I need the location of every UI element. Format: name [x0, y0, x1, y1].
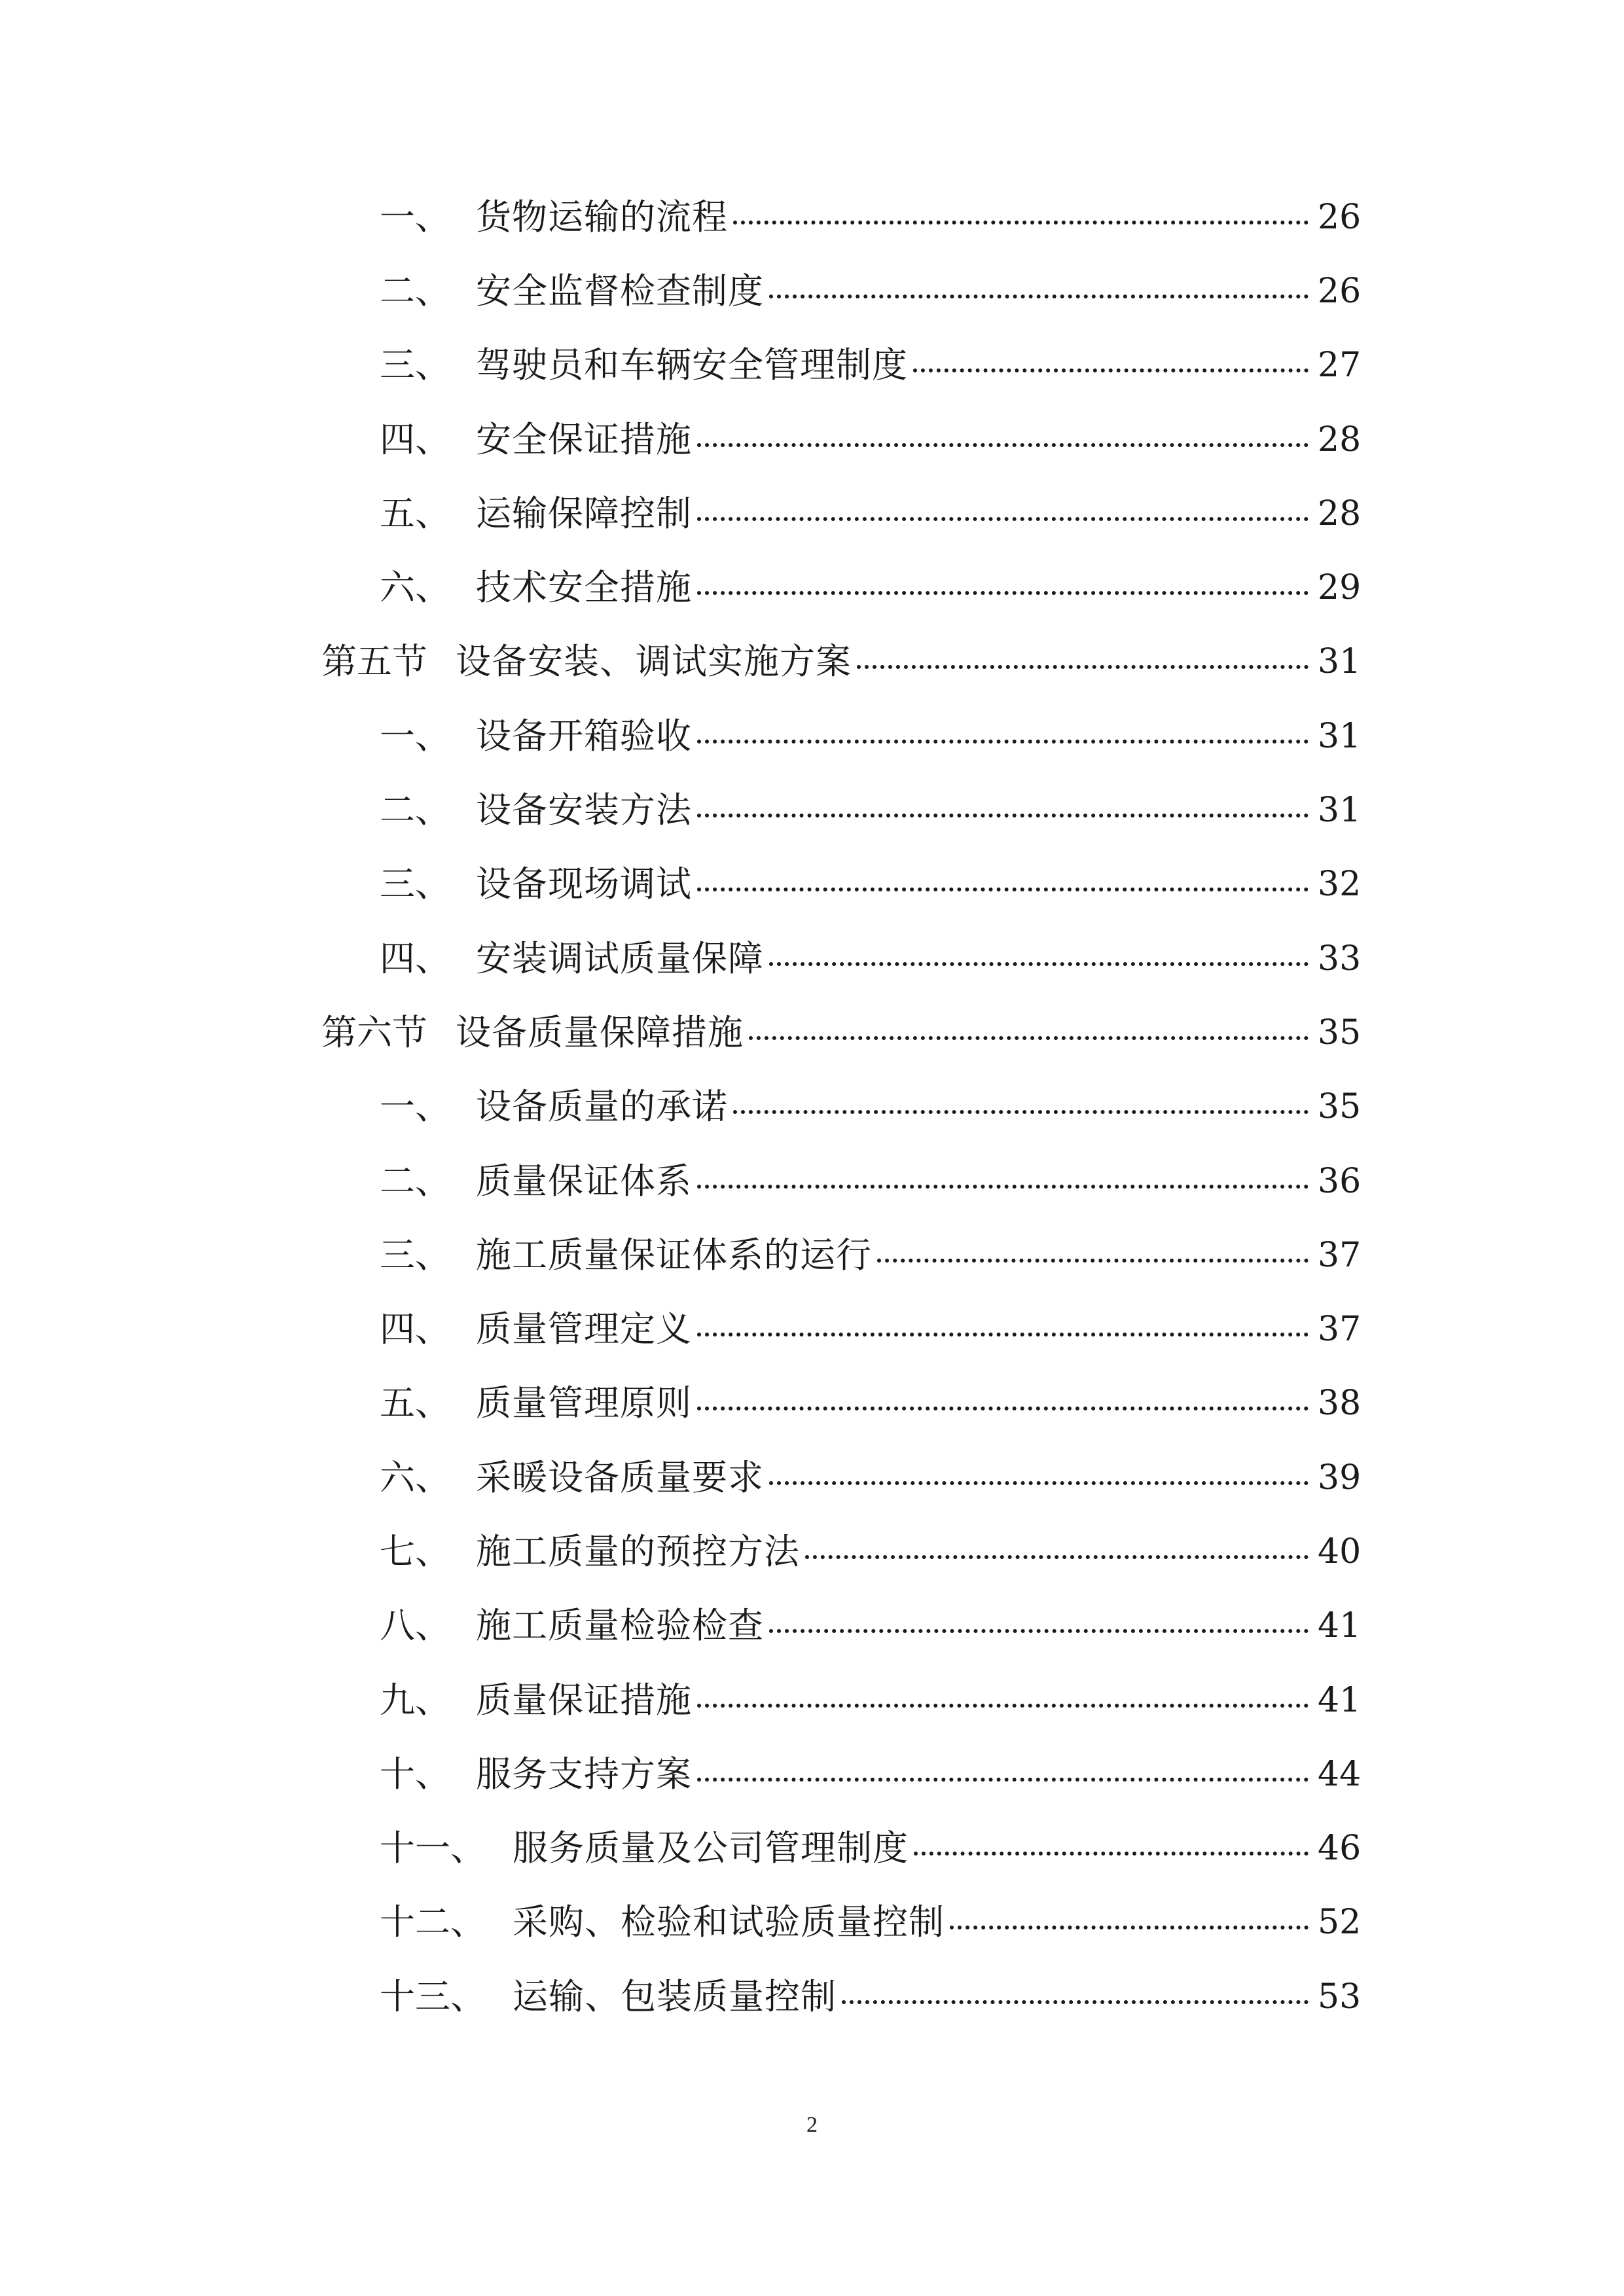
dot-leader: [857, 665, 1308, 669]
dot-leader: [805, 1555, 1308, 1559]
dot-leader: [877, 1259, 1308, 1263]
toc-entry-number: 一、: [380, 715, 450, 757]
toc-entry-title: 驾驶员和车辆安全管理制度: [476, 344, 908, 386]
dot-leader: [697, 591, 1308, 595]
toc-entry[interactable]: [0, 1663, 1624, 1737]
toc-entry[interactable]: [0, 1292, 1624, 1366]
toc-entry-number: 九、: [380, 1679, 450, 1721]
toc-entry[interactable]: [0, 254, 1624, 328]
toc-entry-number: 十一、: [380, 1827, 486, 1869]
toc-entry-page: 53: [1318, 1977, 1362, 2017]
toc-entry-number: 十二、: [380, 1901, 486, 1943]
toc-entry-title: 设备质量的承诺: [476, 1086, 728, 1128]
toc-entry-page: 37: [1318, 1310, 1362, 1350]
dot-leader: [913, 368, 1308, 372]
toc-entry-title: 质量保证措施: [476, 1679, 692, 1721]
toc-entry-page: 26: [1318, 271, 1362, 311]
toc-entry[interactable]: [0, 476, 1624, 550]
dot-leader: [697, 888, 1308, 891]
toc-entry-title: 技术安全措施: [476, 567, 692, 609]
toc-entry[interactable]: [0, 1960, 1624, 2034]
toc-entry-title: 质量保证体系: [476, 1160, 692, 1202]
toc-entry-number: 四、: [380, 937, 450, 979]
toc-entry-page: 31: [1318, 642, 1362, 682]
toc-entry[interactable]: [0, 699, 1624, 773]
toc-entry[interactable]: [0, 1886, 1624, 1960]
dot-leader: [914, 1852, 1308, 1856]
toc-entry-title: 服务支持方案: [476, 1753, 692, 1795]
toc-entry[interactable]: [0, 773, 1624, 847]
toc-entry-page: 40: [1318, 1532, 1362, 1571]
dot-leader: [697, 1333, 1308, 1336]
toc-section-number: 第六节: [321, 1011, 427, 1053]
toc-entry-number: 二、: [380, 1160, 450, 1202]
toc-entry-page: 36: [1318, 1161, 1362, 1201]
toc-entry[interactable]: [0, 403, 1624, 476]
dot-leader: [769, 295, 1308, 298]
toc-entry-page: 46: [1318, 1829, 1362, 1869]
toc-section-title: 设备安装、调试实施方案: [456, 641, 852, 683]
toc-entry-title: 设备开箱验收: [476, 715, 692, 757]
dot-leader: [697, 814, 1308, 817]
toc-entry[interactable]: [0, 1737, 1624, 1811]
toc-entry-number: 七、: [380, 1530, 450, 1572]
toc-entry[interactable]: [0, 1441, 1624, 1515]
toc-entry-title: 施工质量检验检查: [476, 1605, 764, 1647]
toc-entry-title: 服务质量及公司管理制度: [513, 1827, 909, 1869]
toc-section-entry[interactable]: [0, 625, 1624, 699]
toc-entry-title: 安装调试质量保障: [476, 937, 764, 979]
toc-entry-title: 施工质量保证体系的运行: [476, 1234, 872, 1276]
toc-entry[interactable]: [0, 329, 1624, 403]
toc-entry[interactable]: [0, 1589, 1624, 1663]
dot-leader: [950, 1926, 1308, 1929]
dot-leader: [769, 962, 1308, 966]
toc-entry[interactable]: [0, 1515, 1624, 1588]
toc-entry-page: 28: [1318, 420, 1362, 459]
toc-entry-title: 采暖设备质量要求: [476, 1456, 764, 1498]
dot-leader: [769, 1481, 1308, 1485]
dot-leader: [697, 1185, 1308, 1189]
dot-leader: [697, 1704, 1308, 1708]
toc-entry-title: 货物运输的流程: [476, 196, 728, 238]
dot-leader: [697, 443, 1308, 447]
toc-entry-page: 28: [1318, 493, 1362, 533]
toc-entry[interactable]: [0, 922, 1624, 996]
toc-entry-page: 29: [1318, 568, 1362, 608]
toc-section-number: 第五节: [321, 641, 427, 683]
toc-entry-number: 三、: [380, 344, 450, 386]
toc-entry-number: 三、: [380, 863, 450, 905]
toc-entry-page: 44: [1318, 1754, 1362, 1794]
dot-leader: [697, 517, 1308, 521]
toc-entry-title: 设备现场调试: [476, 863, 692, 905]
toc-entry-page: 35: [1318, 1087, 1362, 1127]
toc-entry[interactable]: [0, 1367, 1624, 1441]
toc-entry-title: 安全监督检查制度: [476, 270, 764, 312]
toc-entry-title: 施工质量的预控方法: [476, 1530, 800, 1572]
toc-entry-title: 运输、包装质量控制: [513, 1975, 837, 2017]
toc-entry-number: 八、: [380, 1605, 450, 1647]
toc-entry-page: 31: [1318, 791, 1362, 831]
toc-entry-title: 安全保证措施: [476, 418, 692, 460]
toc-entry-number: 二、: [380, 789, 450, 831]
toc-entry-page: 26: [1318, 197, 1362, 237]
toc-entry-page: 31: [1318, 716, 1362, 756]
toc-entry[interactable]: [0, 1144, 1624, 1218]
toc-entry-page: 35: [1318, 1013, 1362, 1052]
dot-leader: [733, 1110, 1308, 1114]
toc-entry-number: 四、: [380, 418, 450, 460]
toc-entry-number: 二、: [380, 270, 450, 312]
toc-entry[interactable]: [0, 550, 1624, 624]
toc-entry-title: 设备安装方法: [476, 789, 692, 831]
dot-leader: [842, 2000, 1308, 2004]
toc-entry-page: 38: [1318, 1384, 1362, 1424]
toc-entry-page: 37: [1318, 1235, 1362, 1275]
toc-entry-page: 41: [1318, 1606, 1362, 1646]
toc-entry-title: 质量管理原则: [476, 1382, 692, 1424]
toc-entry-page: 27: [1318, 346, 1362, 386]
dot-leader: [733, 221, 1308, 224]
dot-leader: [697, 1778, 1308, 1782]
toc-entry[interactable]: [0, 1218, 1624, 1292]
toc-entry-page: 39: [1318, 1458, 1362, 1498]
page-number: 2: [806, 2113, 818, 2137]
toc-entry-number: 五、: [380, 492, 450, 534]
toc-entry[interactable]: [0, 848, 1624, 922]
toc-entry-number: 六、: [380, 1456, 450, 1498]
dot-leader: [749, 1036, 1308, 1040]
toc-entry[interactable]: [0, 1812, 1624, 1886]
toc-entry-title: 运输保障控制: [476, 492, 692, 534]
toc-entry[interactable]: [0, 180, 1624, 254]
dot-leader: [769, 1629, 1308, 1633]
toc-entry-number: 十、: [380, 1753, 450, 1795]
table-of-contents: [0, 180, 1624, 2034]
toc-entry-number: 五、: [380, 1382, 450, 1424]
toc-section-entry[interactable]: [0, 996, 1624, 1069]
toc-entry-number: 一、: [380, 196, 450, 238]
toc-entry[interactable]: [0, 1070, 1624, 1144]
toc-entry-title: 质量管理定义: [476, 1308, 692, 1350]
dot-leader: [697, 740, 1308, 744]
toc-entry-page: 52: [1318, 1903, 1362, 1943]
toc-entry-number: 三、: [380, 1234, 450, 1276]
dot-leader: [697, 1407, 1308, 1410]
toc-entry-number: 四、: [380, 1308, 450, 1350]
toc-entry-page: 41: [1318, 1680, 1362, 1720]
toc-entry-number: 十三、: [380, 1975, 486, 2017]
toc-entry-number: 六、: [380, 567, 450, 609]
toc-entry-page: 32: [1318, 865, 1362, 905]
toc-entry-number: 一、: [380, 1086, 450, 1128]
toc-section-title: 设备质量保障措施: [456, 1011, 744, 1053]
toc-entry-page: 33: [1318, 939, 1362, 978]
toc-entry-title: 采购、检验和试验质量控制: [513, 1901, 945, 1943]
